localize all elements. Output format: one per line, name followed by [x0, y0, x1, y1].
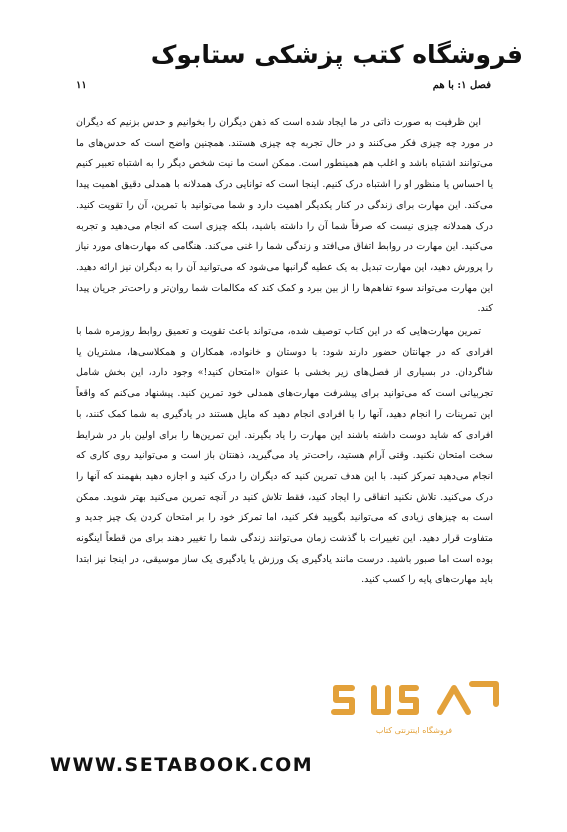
chapter-label: فصل ۱: با هم	[432, 80, 491, 91]
paragraph-1: این ظرفیت به صورت ذاتی در ما ایجاد شده است که ذهن دیگران را بخوانیم و حدس بزنیم که دیگران در مورد چه چیزی فکر می‌کنند و در حال تجربه چه چیزی هستند. همچنین واضح است که حدس‌های ما می‌توانند اشتباه باشد و اغلب هم همینطور است. ممکن است ما نیت شخص دیگر را به اشتباه تعبیر کنیم یا احساس یا منظور او را اشتباه درک کنیم. اینجا است که توانایی درک همدلانه با همدلی دقیق اهمیت پیدا می‌کند. این مهارت برای زندگی در کنار یکدیگر اهمیت دارد و شما می‌توانید با تمرین، آن را تقویت کنید. درک همدلانه چیزی نیست که صرفاً شما آن را داشته باشید، بلکه چیزی است که انجام می‌دهید و تجربه می‌کنید. این مهارت در روابط اتفاق می‌افتد و زندگی شما را غنی می‌کند. هنگامی که مهارت‌های مورد نیاز را پرورش دهید، این مهارت تبدیل به یک عطیه گرانبها می‌شود که می‌توانید آن را به دیگران نیز ارائه دهید. این مهارت می‌تواند سوء تفاهم‌ها را از بین ببرد و کمک کند که مکالمات شما روان‌تر و راحت‌تر جریان پیدا کند.	[76, 117, 493, 315]
logo-tagline: فروشگاه اینترنتی کتاب	[375, 726, 453, 735]
running-head	[76, 80, 491, 96]
body-text	[76, 113, 493, 591]
paragraph-2: تمرین مهارت‌هایی که در این کتاب توصیف شده، می‌تواند باعث تقویت و تعمیق روابط روزمره شما با افرادی که در جهانتان حضور دارند شود: با دوستان و خانواده، همکاران و همکلاسی‌ها، مشتریان یا شاگردان. در بسیاری از فصل‌های زیر بخشی با عنوان «امتحان کنید!» وجود دارد، این بخش شامل تجربیاتی است که می‌توانید برای پیشرفت مهارت‌های همدلی خود تمرین کنید. پیشنهاد می‌کنم که واقعاً این تمرینات را انجام دهید، آنها را با افرادی انجام دهید که مایل هستند در یادگیری به شما کمک کنند، با افرادی که شاید دوست داشته باشند این مهارت را یاد بگیرند. این تمرین‌ها را برای اولین بار در شرایط سخت امتحان نکنید. وقتی آرام هستید، راحت‌تر یاد می‌گیرید، ذهنتان باز است و می‌توانید روی کاری که انجام می‌دهید تمرکز کنید. با این هدف تمرین کنید که دیگران را درک کنید و اجازه دهید بفهمند که آنها را درک می‌کنید. تلاش نکنید اتفاقی را ایجاد کنید، فقط تلاش کنید در آنچه تمرین می‌کنید بهتر شوید. ممکن است به چیزهای زیادی که می‌توانید بگویید فکر کنید، اما تمرکز خود را بر امتحان کردن یک چیز جدید و متفاوت قرار دهید. این تغییرات با گذشت زمان می‌توانند زندگی شما را تغییر دهند برای من قطعاً اینگونه بوده است اما صبور باشید. درست مانند یادگیری یک ورزش یا یادگیری یک ساز موسیقی، در اینجا نیز ابتدا باید مهارت‌های پایه را کسب کنید.	[76, 326, 493, 586]
page-number: ۱۱	[76, 80, 87, 91]
seta-logo	[322, 676, 502, 746]
site-url: WWW.SETABOOK.COM	[50, 754, 314, 776]
seta-logo-icon	[322, 676, 502, 726]
store-title: فروشگاه کتب پزشکی ستابوک	[150, 40, 523, 69]
